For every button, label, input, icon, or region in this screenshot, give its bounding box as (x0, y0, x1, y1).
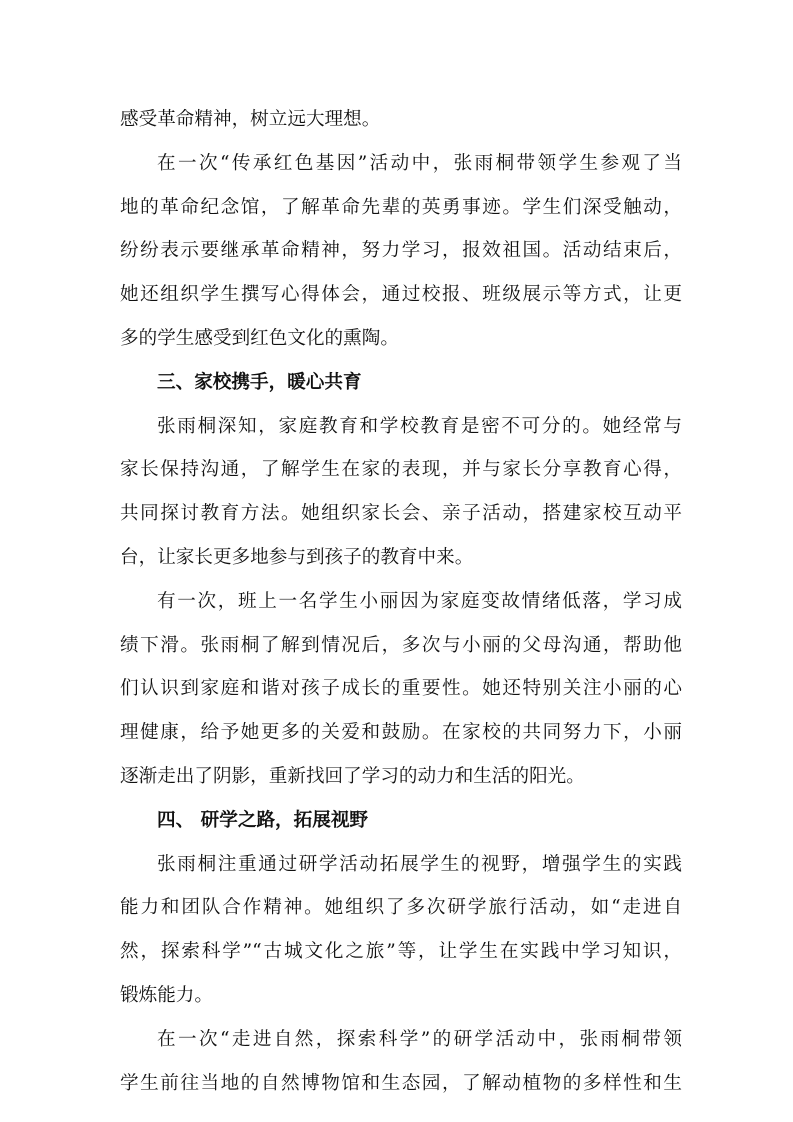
document-page (120, 98, 682, 1105)
paragraph-line: 多的学生感受到红色文化的熏陶。 (120, 327, 399, 349)
paragraph-line: 她还组织学生撰写心得体会，通过校报、班级展示等方式，让更 (120, 284, 682, 306)
paragraph-line: 在一次“走进自然，探索科学”的研学活动中，张雨桐带领 (157, 1028, 682, 1050)
paragraph-line: 有一次，班上一名学生小丽因为家庭变故情绪低落，学习成 (157, 590, 682, 612)
paragraph-line: 家长保持沟通，了解学生在家的表现，并与家长分享教育心得， (120, 459, 682, 481)
paragraph-line: 共同探讨教育方法。她组织家长会、亲子活动，搭建家校互动平 (120, 503, 682, 525)
paragraph-line: 能力和团队合作精神。她组织了多次研学旅行活动，如“走进自 (120, 897, 682, 919)
paragraph-line: 逐渐走出了阴影，重新找回了学习的动力和生活的阳光。 (120, 765, 585, 787)
paragraph-line: 台，让家长更多地参与到孩子的教育中来。 (120, 546, 474, 568)
paragraph-line: 锻炼能力。 (120, 984, 213, 1006)
paragraph-line: 地的革命纪念馆，了解革命先辈的英勇事迹。学生们深受触动， (120, 196, 682, 218)
paragraph-line: 张雨桐注重通过研学活动拓展学生的视野，增强学生的实践 (157, 853, 682, 875)
paragraph-line: 然，探索科学”“古城文化之旅”等，让学生在实践中学习知识， (120, 941, 682, 963)
section-heading: 四、 研学之路，拓展视野 (157, 809, 369, 831)
paragraph-line: 学生前往当地的自然博物馆和生态园，了解动植物的多样性和生 (120, 1072, 682, 1094)
paragraph-line: 们认识到家庭和谐对孩子成长的重要性。她还特别关注小丽的心 (120, 678, 682, 700)
paragraph-line: 纷纷表示要继承革命精神，努力学习，报效祖国。活动结束后， (120, 240, 682, 262)
paragraph-line: 张雨桐深知，家庭教育和学校教育是密不可分的。她经常与 (157, 415, 682, 437)
paragraph-line: 在一次“传承红色基因”活动中，张雨桐带领学生参观了当 (157, 152, 682, 174)
paragraph-line: 绩下滑。张雨桐了解到情况后，多次与小丽的父母沟通，帮助他 (120, 634, 682, 656)
section-heading: 三、家校携手，暖心共育 (157, 371, 362, 393)
paragraph-line: 感受革命精神，树立远大理想。 (120, 109, 381, 130)
paragraph-line: 理健康，给予她更多的关爱和鼓励。在家校的共同努力下，小丽 (120, 722, 682, 744)
